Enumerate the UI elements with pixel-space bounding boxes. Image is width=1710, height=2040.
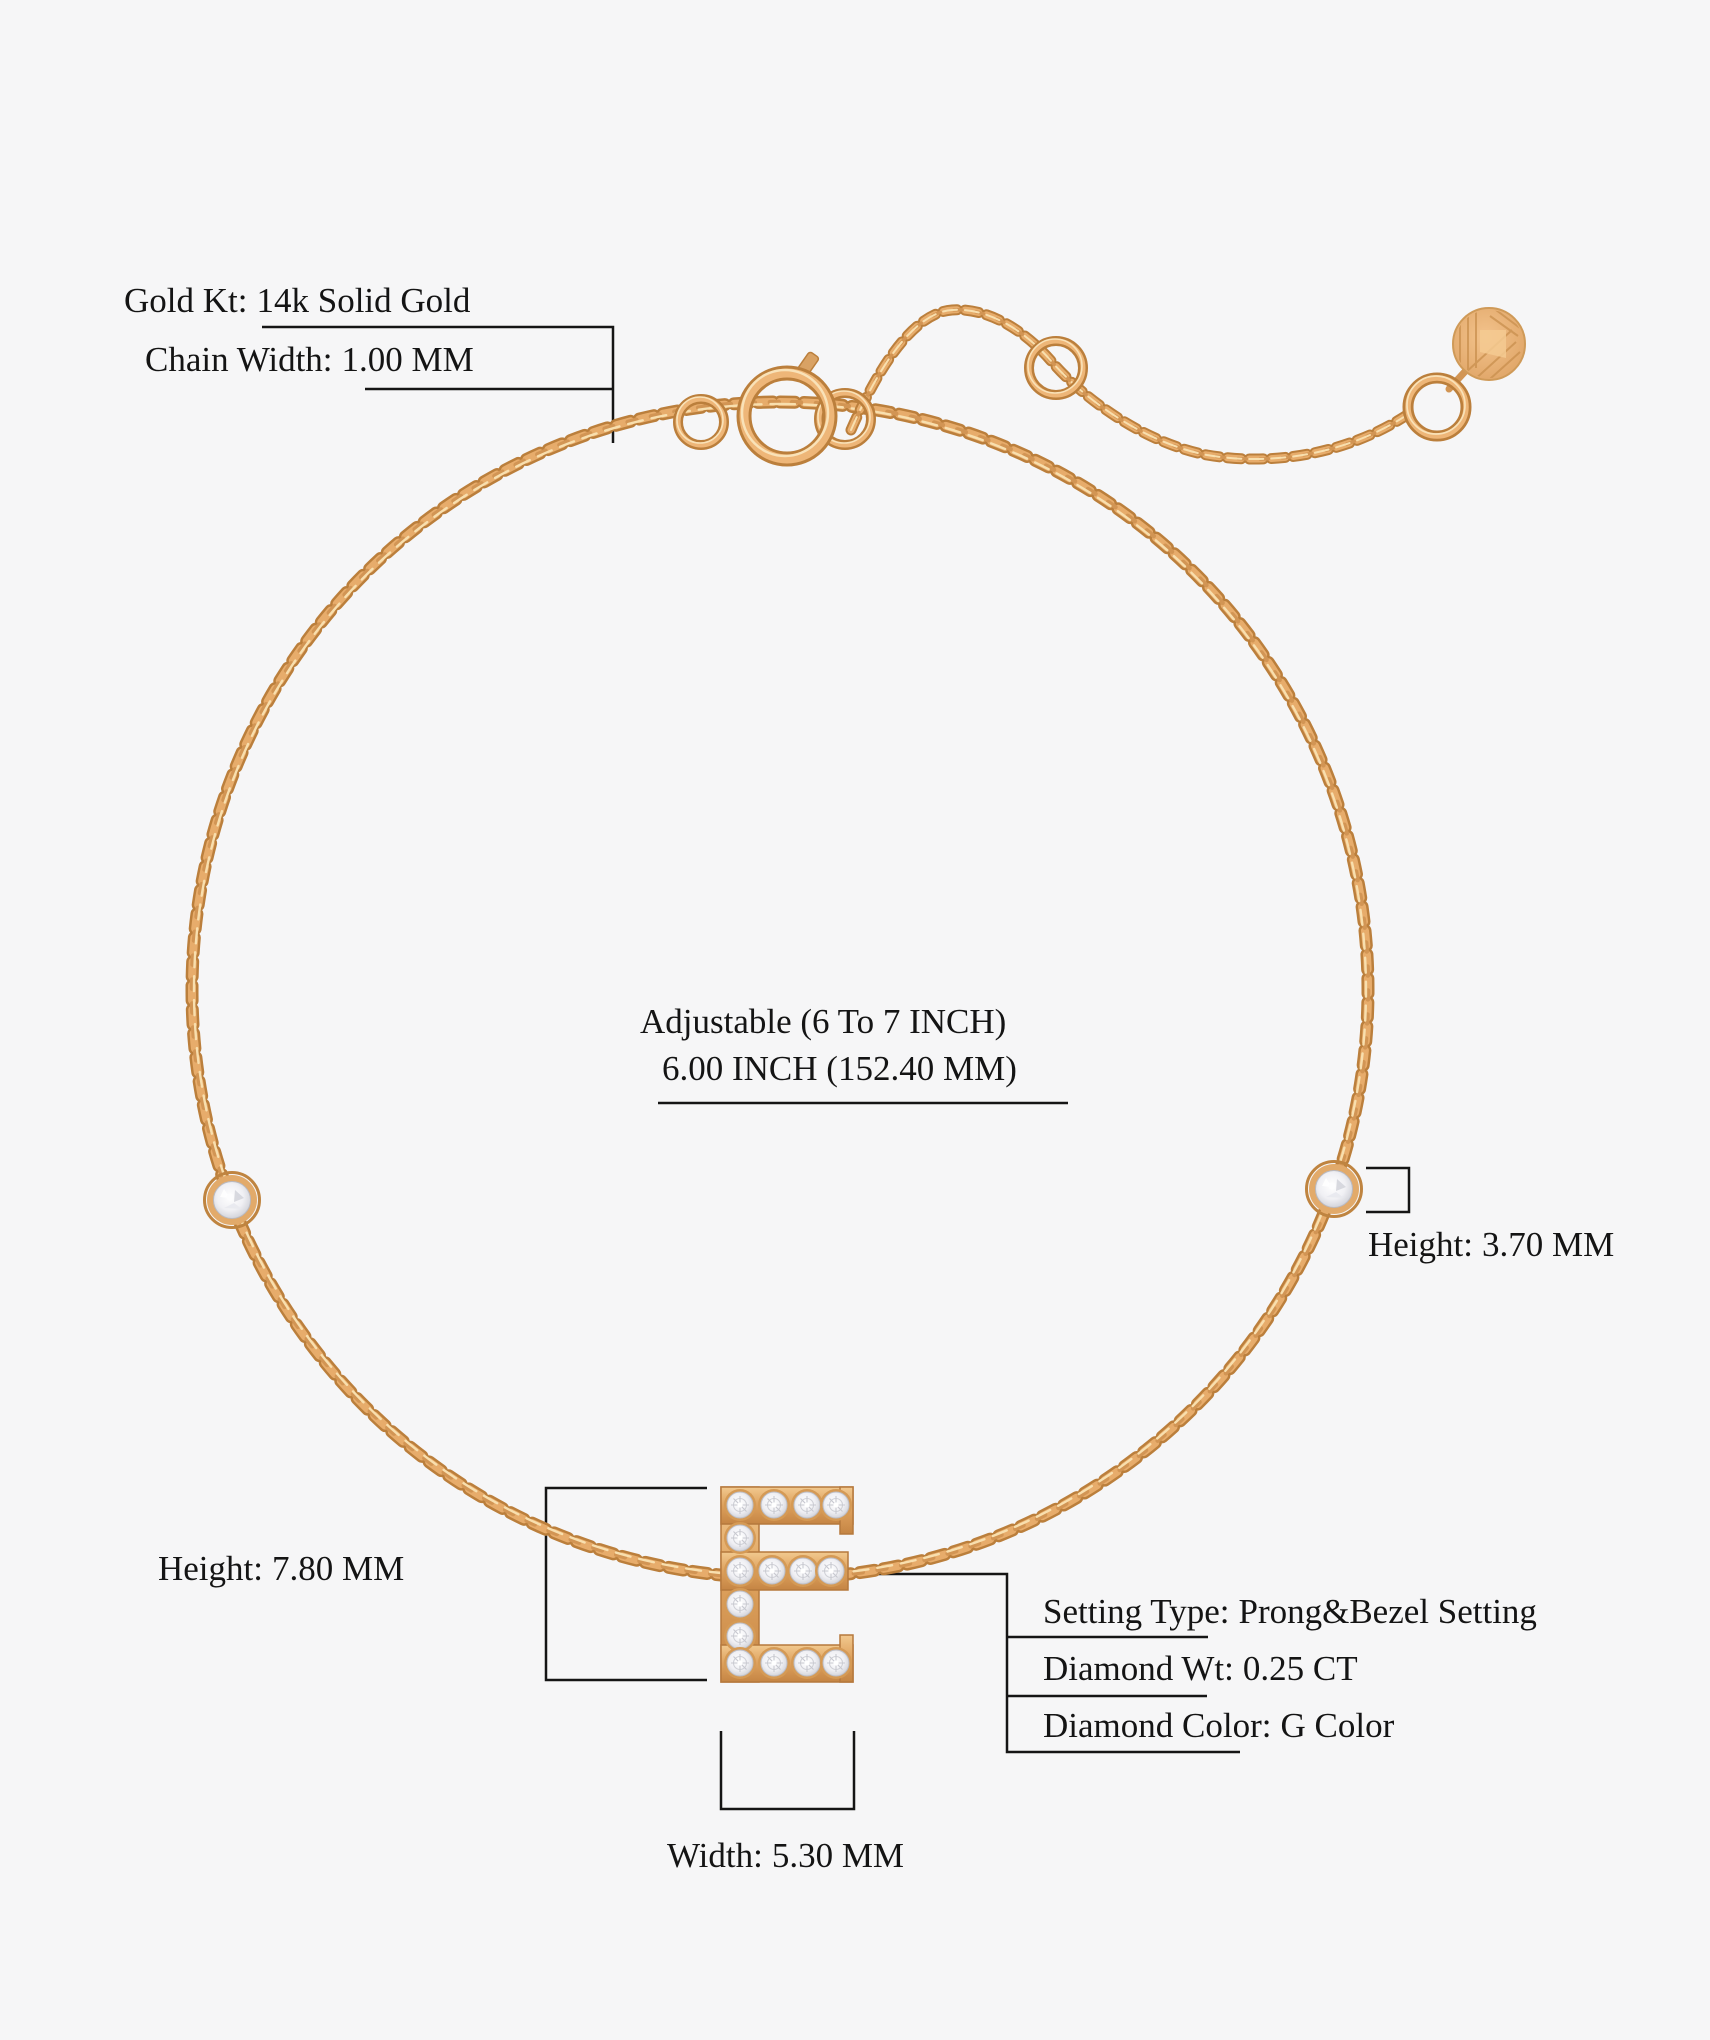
annotation-label: Height: xyxy=(1368,1225,1473,1264)
bracket-side-stone-height xyxy=(1366,1168,1409,1212)
letter-pendant xyxy=(721,1487,853,1712)
annotation-value: 1.00 MM xyxy=(341,340,474,379)
annotation-value: 3.70 MM xyxy=(1481,1225,1615,1264)
annotation-chain-length xyxy=(662,1050,1017,1089)
annotation-chain-width xyxy=(145,341,474,380)
annotation-value: 5.30 MM xyxy=(771,1836,905,1875)
annotation-diamond-color xyxy=(1043,1707,1394,1746)
annotation-value: Adjustable (6 To 7 INCH) xyxy=(640,1002,1007,1041)
bezel-diamond-right xyxy=(1307,1162,1362,1217)
pendant-letter: E xyxy=(722,1491,845,1712)
annotation-value: 0.25 CT xyxy=(1242,1649,1358,1688)
annotation-label: Chain Width: xyxy=(145,340,333,379)
annotation-pendant-width xyxy=(667,1837,904,1876)
annotation-label: Diamond Color: xyxy=(1043,1706,1272,1745)
annotation-diamond-weight xyxy=(1043,1650,1358,1689)
extension-chain xyxy=(851,310,1471,459)
annotation-label: Height: xyxy=(158,1549,263,1588)
annotation-label: Setting Type: xyxy=(1043,1592,1230,1631)
annotation-pendant-height xyxy=(158,1550,404,1589)
annotation-value: 7.80 MM xyxy=(271,1549,405,1588)
bezel-diamond-left xyxy=(205,1173,260,1228)
annotation-label: Width: xyxy=(667,1836,763,1875)
bracket-pendant-width xyxy=(721,1731,854,1809)
jump-rings xyxy=(677,339,1466,445)
annotation-value: 6.00 INCH (152.40 MM) xyxy=(662,1049,1017,1088)
annotation-value: G Color xyxy=(1280,1706,1395,1745)
annotation-label: Gold Kt: xyxy=(124,281,248,320)
annotation-setting-type xyxy=(1043,1593,1537,1632)
bracelet-chain-loop xyxy=(192,402,1368,1578)
annotation-gold-kt xyxy=(124,282,470,321)
annotation-label: Diamond Wt: xyxy=(1043,1649,1234,1688)
annotation-value: 14k Solid Gold xyxy=(256,281,471,320)
annotation-adjustable-range xyxy=(640,1003,1006,1042)
bracket-pendant-height xyxy=(546,1488,707,1680)
annotation-value: Prong&Bezel Setting xyxy=(1238,1592,1537,1631)
annotation-side-stone-height xyxy=(1368,1226,1614,1265)
extender-ring-end xyxy=(1407,376,1466,436)
